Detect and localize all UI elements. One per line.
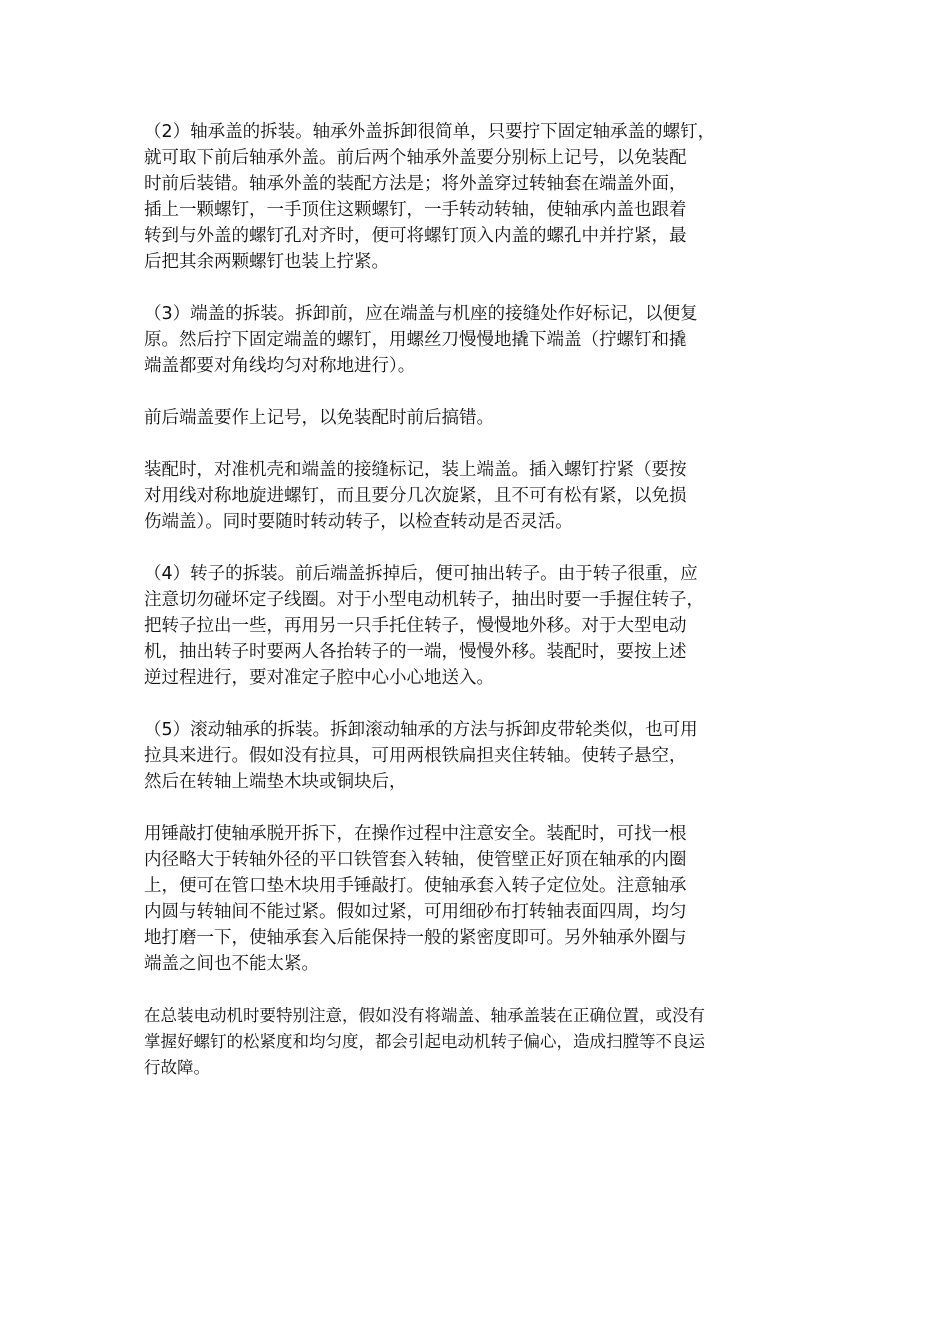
paragraph-end-cover-assembly: 装配时，对准机壳和端盖的接缝标记，装上端盖。插入螺钉拧紧（要按 对用线对称地旋进螺钉，而且要分几次旋紧，且不可有松有紧，以免损 伤端盖）。同时要随时转动转子，以检查转动是否灵活。 — [144, 460, 687, 532]
paragraph-bearing-assembly: 用锤敲打使轴承脱开拆下，在操作过程中注意安全。装配时，可找一根 内径略大于转轴外径的平口铁管套入转轴，使管壁正好顶在轴承的内圈 上，便可在管口垫木块用手锤敲打。使轴承套入转子定位处。注意轴承 内圆与转轴间不能过紧。假如过紧，可用细砂布打转轴表面四周，均匀 地打磨一下，使轴承套入后能保持一般的紧密度即可。另外轴承外圈与 端盖之间也不能太紧。 — [144, 824, 687, 974]
document-body — [144, 119, 808, 1107]
paragraph-rotor: （4）转子的拆装。前后端盖拆掉后，便可抽出转子。由于转子很重，应 注意切勿碰坏定子线圈。对于小型电动机转子，抽出时要一手握住转子， 把转子拉出一些，再用另一只手托住转子，慢慢地外移。对于大型电动 机，抽出转子时要两人各抬转子的一端，慢慢外移。装配时，要按上述 逆过程进行，要对准定子腔中心小心地送入。 — [144, 564, 704, 688]
paragraph-end-cover-marking: 前后端盖要作上记号，以免装配时前后搞错。 — [144, 408, 494, 428]
paragraph-final-assembly-note: 在总装电动机时要特别注意，假如没有将端盖、轴承盖装在正确位置，或没有 掌握好螺钉的松紧度和均匀度，都会引起电动机转子偏心，造成扫膛等不良运 行故障。 — [144, 1006, 705, 1077]
paragraph-end-cover: （3）端盖的拆装。拆卸前，应在端盖与机座的接缝处作好标记，以便复 原。然后拧下固定端盖的螺钉，用螺丝刀慢慢地撬下端盖（拧螺钉和撬 端盖都要对角线均匀对称地进行）。 — [144, 304, 698, 376]
paragraph-rolling-bearing: （5）滚动轴承的拆装。拆卸滚动轴承的方法与拆卸皮带轮类似，也可用 拉具来进行。假如没有拉具，可用两根铁扁担夹住转轴。使转子悬空， 然后在转轴上端垫木块或铜块后， — [144, 720, 698, 792]
paragraph-bearing-cover: （2）轴承盖的拆装。轴承外盖拆卸很简单，只要拧下固定轴承盖的螺钉， 就可取下前后轴承外盖。前后两个轴承外盖要分别标上记号，以免装配 时前后装错。轴承外盖的装配方法是；将外盖穿过转轴套在端盖外面， 插上一颗螺钉，一手顶住这颗螺钉，一手转动转轴，使轴承内盖也跟着 转到与外盖的螺钉孔对齐时，便可将螺钉顶入内盖的螺孔中并拧紧，最 后把其余两颗螺钉也装上拧紧。 — [144, 122, 716, 272]
